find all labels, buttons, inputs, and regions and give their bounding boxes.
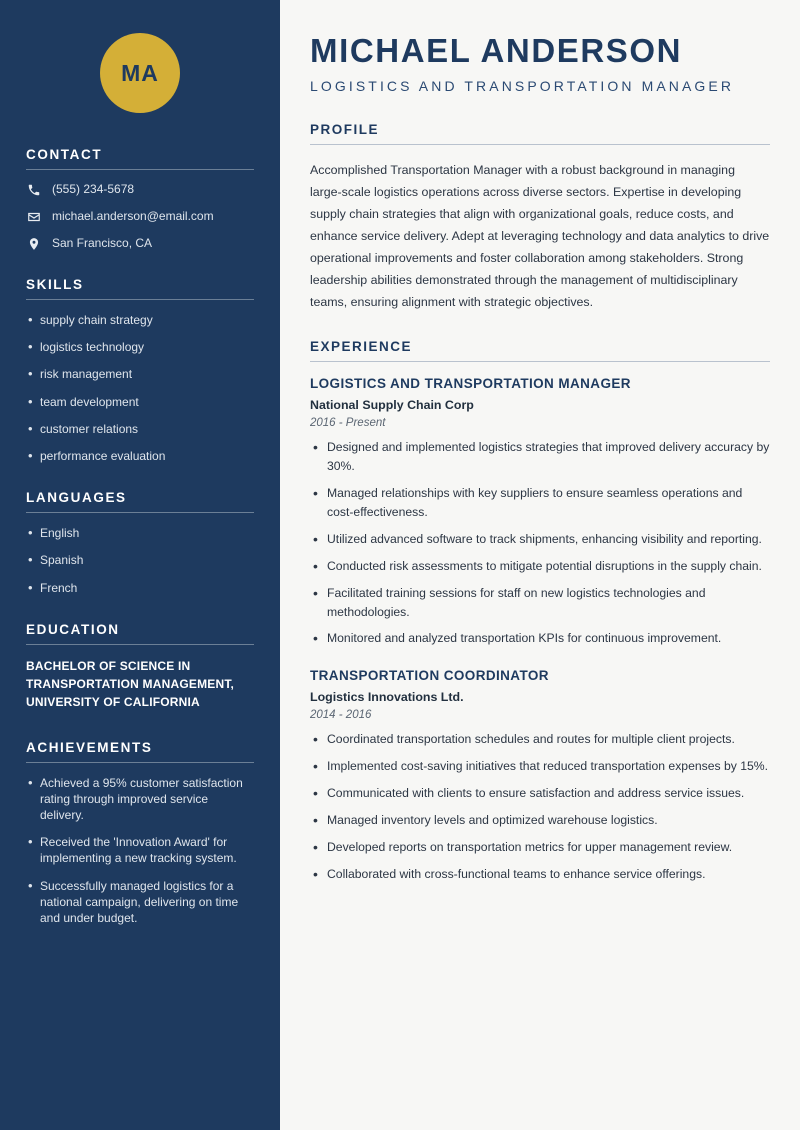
list-item: • logistics technology — [26, 339, 254, 355]
achievements-divider — [26, 762, 254, 763]
job-dates: 2014 - 2016 — [310, 709, 372, 722]
achievements-heading: ACHIEVEMENTS — [26, 739, 153, 755]
list-item: • supply chain strategy — [26, 312, 254, 328]
sidebar-section-contact — [0, 147, 280, 251]
job-role: TRANSPORTATION COORDINATOR — [310, 668, 549, 684]
list-item: • Utilized advanced software to track shipments, enhancing visibility and reporting. — [310, 530, 770, 549]
sidebar-section-achievements — [0, 740, 280, 927]
list-item: • Designed and implemented logistics strategies that improved delivery accuracy by 30%. — [310, 438, 770, 476]
skills-list — [26, 312, 254, 464]
job-company: National Supply Chain Corp — [310, 398, 474, 413]
list-item: • Implemented cost-saving initiatives that reduced transportation expenses by 15%. — [310, 757, 770, 776]
location-pin-icon — [26, 236, 41, 251]
job-dates: 2016 - Present — [310, 417, 386, 430]
list-item: • Coordinated transportation schedules and routes for multiple client projects. — [310, 730, 770, 749]
achievements-list — [26, 775, 254, 927]
list-item: • performance evaluation — [26, 448, 254, 464]
phone-icon — [26, 182, 41, 197]
contact-divider — [26, 169, 254, 170]
list-item: • Conducted risk assessments to mitigate potential disruptions in the supply chain. — [310, 557, 770, 576]
section-profile — [310, 122, 770, 314]
list-item: • Successfully managed logistics for a national campaign, delivering on time and under budget. — [26, 878, 254, 927]
languages-divider — [26, 512, 254, 513]
main-content — [280, 0, 800, 1130]
experience-entry — [310, 668, 770, 883]
skills-divider — [26, 299, 254, 300]
profile-text: Accomplished Transportation Manager with a robust background in managing large-scale logistics operations across diverse sectors. Expertise in developing supply chain strategies that align with organizational goals, reduce costs, and enhance service delivery. Adept at leveraging technology and data analytics to drive operational improvements and foster collaboration among stakeholders. Strong leadership abilities demonstrated through the management of multidisciplinary teams, ensuring alignment with strategic objectives. — [310, 162, 770, 310]
contact-heading: CONTACT — [26, 147, 103, 162]
job-bullets — [310, 730, 770, 883]
sidebar-section-education — [0, 622, 280, 711]
job-bullets — [310, 438, 770, 648]
contact-location-value: San Francisco, CA — [52, 236, 153, 251]
skills-heading: SKILLS — [26, 277, 84, 292]
avatar-wrapper — [0, 0, 280, 147]
section-experience — [310, 339, 770, 884]
job-role: LOGISTICS AND TRANSPORTATION MANAGER — [310, 376, 631, 392]
avatar: MA — [100, 33, 180, 113]
list-item: • Received the 'Innovation Award' for implementing a new tracking system. — [26, 834, 254, 866]
list-item: • Achieved a 95% customer satisfaction rating through improved service delivery. — [26, 775, 254, 824]
list-item: • French — [26, 580, 254, 596]
experience-divider — [310, 361, 770, 362]
contact-email-value: michael.anderson@email.com — [52, 209, 214, 224]
page-title: MICHAEL ANDERSON — [310, 32, 683, 69]
list-item: • Spanish — [26, 552, 254, 568]
sidebar-section-skills — [0, 277, 280, 464]
languages-list — [26, 525, 254, 596]
education-heading: EDUCATION — [26, 621, 120, 637]
list-item: • Collaborated with cross-functional teams to enhance service offerings. — [310, 865, 770, 884]
list-item: • Facilitated training sessions for staff on new logistics technologies and methodologies. — [310, 584, 770, 622]
profile-divider — [310, 144, 770, 145]
headline-job-title: LOGISTICS AND TRANSPORTATION MANAGER — [310, 77, 735, 94]
experience-entry — [310, 376, 770, 648]
list-item: • Communicated with clients to ensure satisfaction and address service issues. — [310, 784, 770, 803]
contact-location — [26, 236, 254, 251]
contact-phone-value: (555) 234-5678 — [52, 182, 135, 197]
list-item: • Developed reports on transportation metrics for upper management review. — [310, 838, 770, 857]
sidebar-section-languages — [0, 490, 280, 596]
sidebar — [0, 0, 280, 1130]
list-item: • customer relations — [26, 421, 254, 437]
education-entry: BACHELOR OF SCIENCE IN TRANSPORTATION MANAGEMENT, UNIVERSITY OF CALIFORNIA — [26, 658, 235, 709]
list-item: • Monitored and analyzed transportation KPIs for continuous improvement. — [310, 629, 770, 648]
job-company: Logistics Innovations Ltd. — [310, 690, 464, 705]
profile-heading: PROFILE — [310, 121, 380, 137]
envelope-icon — [26, 209, 41, 224]
list-item: • English — [26, 525, 254, 541]
list-item: • Managed relationships with key suppliers to ensure seamless operations and cost-effectiveness. — [310, 484, 770, 522]
list-item: • Managed inventory levels and optimized warehouse logistics. — [310, 811, 770, 830]
contact-phone — [26, 182, 254, 197]
education-divider — [26, 644, 254, 645]
experience-heading: EXPERIENCE — [310, 339, 413, 355]
contact-email — [26, 209, 254, 224]
list-item: • risk management — [26, 366, 254, 382]
languages-heading: LANGUAGES — [26, 490, 127, 506]
list-item: • team development — [26, 394, 254, 410]
